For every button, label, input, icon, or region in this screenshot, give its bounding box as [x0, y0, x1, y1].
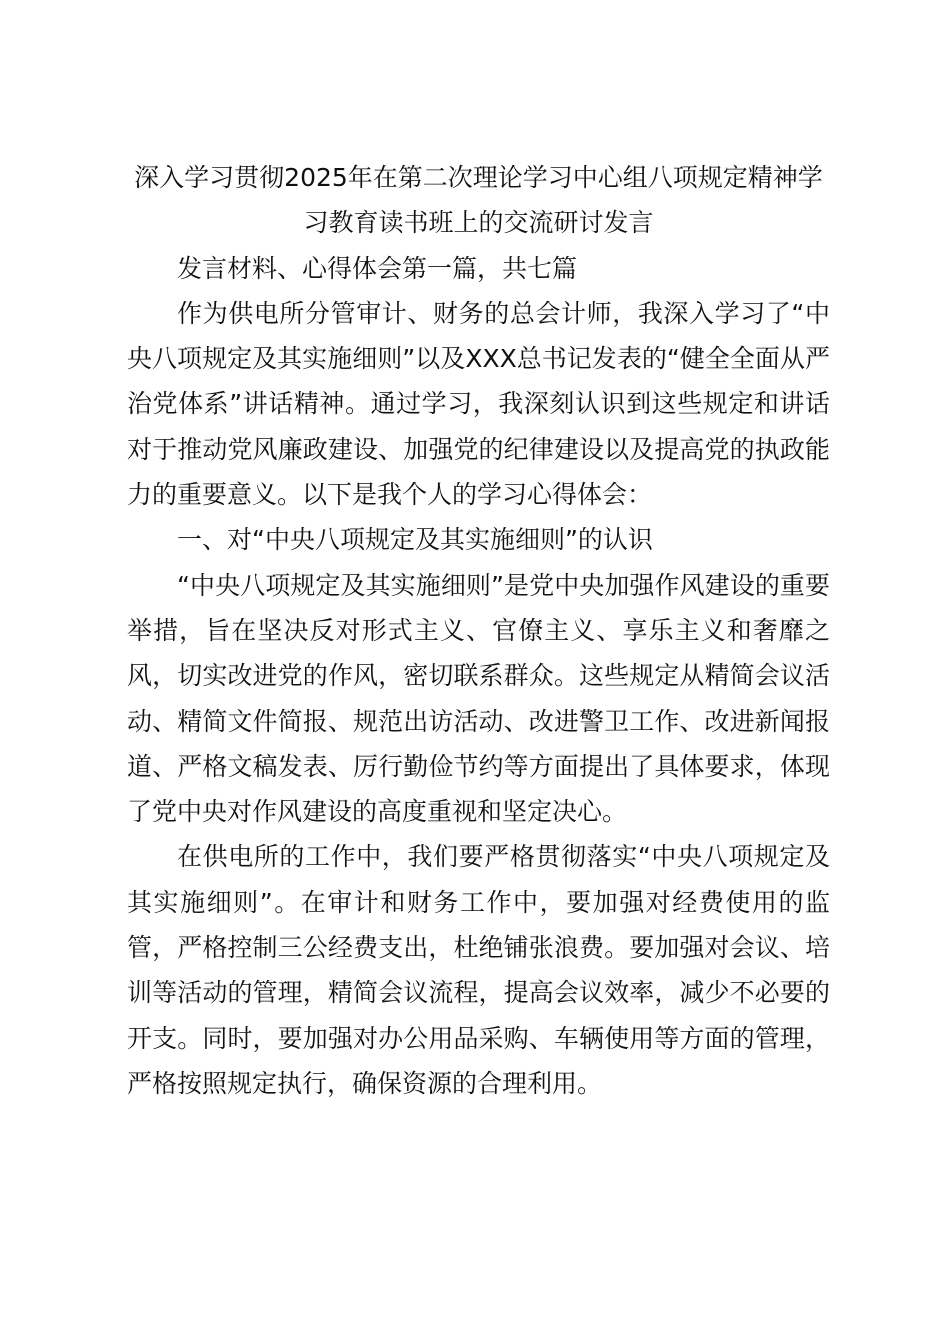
section-heading-1: 一、对“中央八项规定及其实施细则”的认识 [177, 525, 653, 555]
paragraph-regulations: “中央八项规定及其实施细则”是党中央加强作风建设的重要举措，旨在坚决反对形式主义、官僚主义、享乐主义和奢靡之风，切实改进党的作风，密切联系群众。这些规定从精简会议活动、精简文件简报、规范出访活动、改进警卫工作、改进新闻报道、严格文稿发表、厉行勤俭节约等方面提出了具体要求，体现了党中央对作风建设的高度重视和坚定决心。 [127, 570, 830, 827]
paragraph-series-note: 发言材料、心得体会第一篇，共七篇 [177, 253, 578, 283]
paragraph-implementation: 在供电所的工作中，我们要严格贯彻落实“中央八项规定及其实施细则”。在审计和财务工作中，要加强对经费使用的监管，严格控制三公经费支出，杜绝铺张浪费。要加强对会议、培训等活动的管理，精简会议流程，提高会议效率，减少不必要的开支。同时，要加强对办公用品采购、车辆使用等方面的管理，严格按照规定执行，确保资源的合理利用。 [127, 842, 830, 1098]
title-line-2: 习教育读书班上的交流研讨发言 [303, 208, 654, 238]
document-body [127, 155, 830, 1106]
title-line-1: 深入学习贯彻2025年在第二次理论学习中心组八项规定精神学 [134, 163, 823, 192]
paragraph-intro: 作为供电所分管审计、财务的总会计师，我深入学习了“中央八项规定及其实施细则”以及XXX总书记发表的“健全全面从严治党体系”讲话精神。通过学习，我深刻认识到这些规定和讲话对于推动党风廉政建设、加强党的纪律建设以及提高党的执政能力的重要意义。以下是我个人的学习心得体会： [127, 298, 830, 510]
document-title [127, 155, 830, 246]
